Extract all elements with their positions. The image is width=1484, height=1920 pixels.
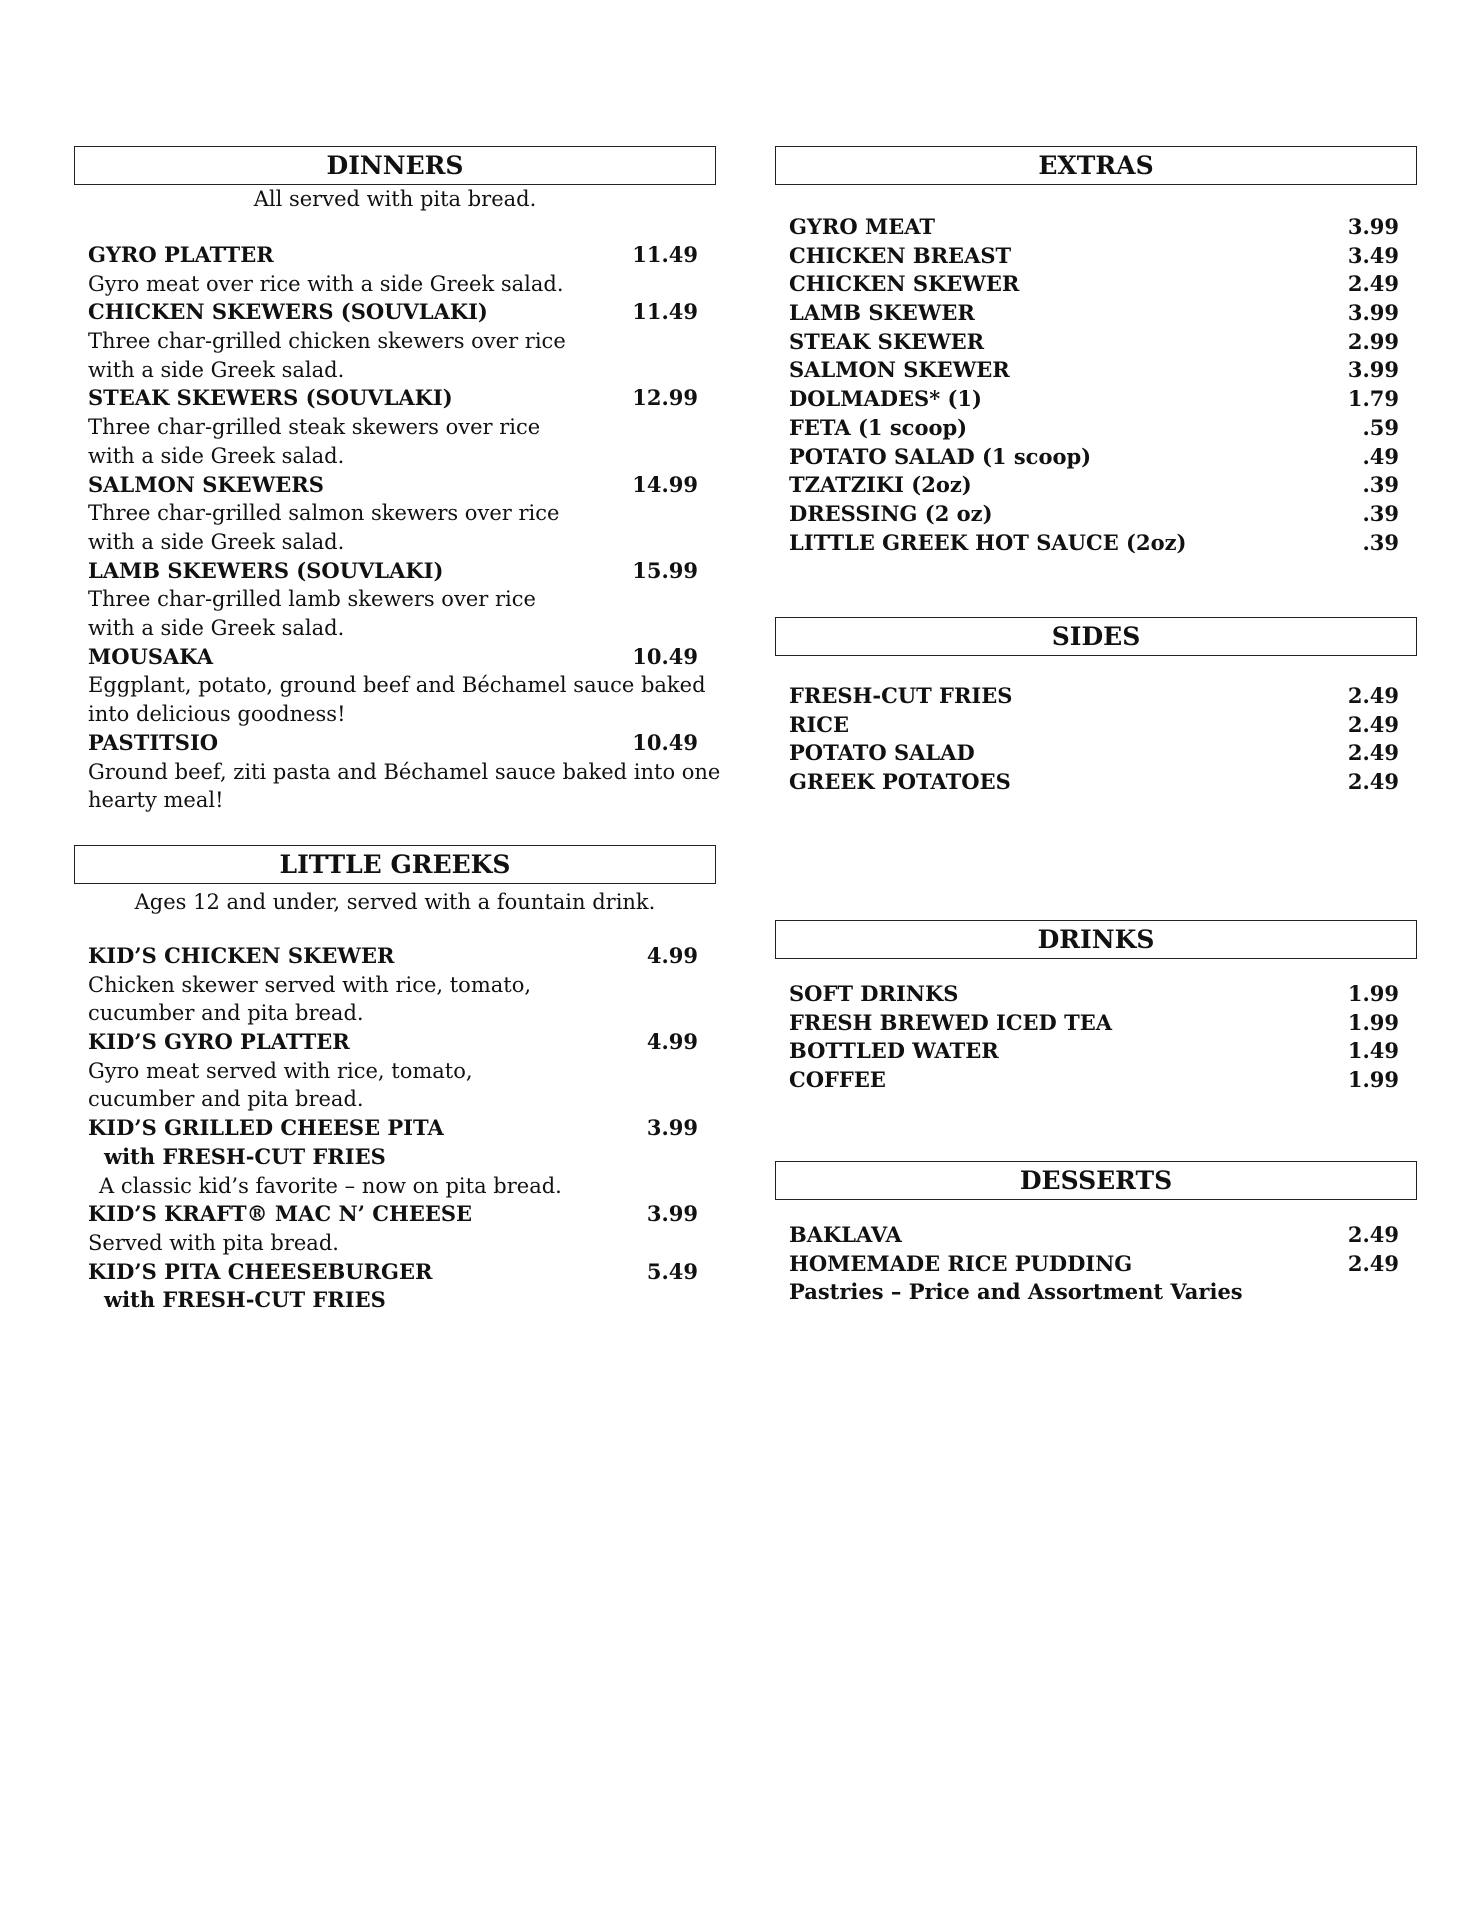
item-name: SOFT DRINKS xyxy=(789,981,959,1006)
item-name: CHICKEN BREAST xyxy=(789,242,1012,268)
extras-items xyxy=(775,213,1417,557)
item-price: 3.99 xyxy=(1347,300,1399,326)
item-name: KID’S CHICKEN SKEWER xyxy=(88,943,395,968)
menu-item xyxy=(789,980,1399,1009)
item-price: 1.49 xyxy=(1347,1038,1399,1064)
item-description: with a side Greek salad. xyxy=(88,529,345,554)
dinners-subtitle: All served with pita bread. xyxy=(253,187,537,211)
item-description: with a side Greek salad. xyxy=(88,616,345,641)
item-description: A classic kid’s favorite – now on pita bread. xyxy=(99,1173,562,1198)
item-name: KID’S PITA CHEESEBURGER xyxy=(88,1258,433,1284)
item-price: .39 xyxy=(1362,529,1399,555)
item-price: 10.49 xyxy=(632,643,698,669)
item-description: cucumber and pita bread. xyxy=(88,1087,364,1112)
menu-item xyxy=(88,471,698,500)
item-name: STEAK SKEWER xyxy=(789,328,985,354)
menu-item xyxy=(789,739,1399,768)
item-name: GREEK POTATOES xyxy=(789,769,1011,795)
item-name: LAMB SKEWERS (SOUVLAKI) xyxy=(88,557,444,583)
sides-header: SIDES xyxy=(775,617,1417,656)
item-price: 1.99 xyxy=(1347,1009,1399,1035)
item-description: Eggplant, potato, ground beef and Béchamel sauce baked xyxy=(88,673,706,698)
item-price: .39 xyxy=(1362,472,1399,498)
menu-item xyxy=(789,500,1399,529)
item-description: with a side Greek salad. xyxy=(88,357,345,382)
menu-item xyxy=(789,1009,1399,1038)
item-name: FETA (1 scoop) xyxy=(789,414,968,440)
item-price: .39 xyxy=(1362,500,1399,526)
dinners-header: DINNERS xyxy=(74,146,716,185)
item-price: 2.49 xyxy=(1347,683,1399,708)
drinks-header: DRINKS xyxy=(775,920,1417,959)
menu-item xyxy=(88,729,698,758)
item-price: 3.99 xyxy=(1347,357,1399,383)
menu-item xyxy=(789,711,1399,740)
item-price: 15.99 xyxy=(632,557,698,583)
menu-item xyxy=(789,299,1399,328)
item-price: 2.49 xyxy=(1347,740,1399,766)
item-price: 11.49 xyxy=(632,242,698,267)
item-description: Three char-grilled chicken skewers over rice xyxy=(88,329,566,354)
little-greeks-header: LITTLE GREEKS xyxy=(74,845,716,884)
menu-item xyxy=(88,557,698,586)
menu-item xyxy=(88,1258,698,1287)
item-name: KID’S KRAFT® MAC N’ CHEESE xyxy=(88,1201,473,1227)
item-name: DRESSING (2 oz) xyxy=(789,500,993,526)
item-name: STEAK SKEWERS (SOUVLAKI) xyxy=(88,385,453,411)
item-description: Ground beef, ziti pasta and Béchamel sauce baked into one xyxy=(88,759,721,784)
item-name: BOTTLED WATER xyxy=(789,1038,999,1064)
item-name: BAKLAVA xyxy=(789,1222,902,1247)
item-name: KID’S GRILLED CHEESE PITA xyxy=(88,1115,444,1141)
extras-section xyxy=(775,146,1417,557)
dinners-items xyxy=(74,241,721,815)
item-name: HOMEMADE RICE PUDDING xyxy=(789,1250,1133,1276)
menu-item xyxy=(789,443,1399,472)
sides-items xyxy=(775,682,1417,797)
desserts-note: Pastries – Price and Assortment Varies xyxy=(789,1279,1243,1305)
menu-item xyxy=(789,1037,1399,1066)
item-description: hearty meal! xyxy=(88,788,224,813)
item-description: into delicious goodness! xyxy=(88,702,346,727)
item-description: Three char-grilled lamb skewers over rice xyxy=(88,587,536,612)
item-price: 14.99 xyxy=(632,471,698,497)
item-price: 2.49 xyxy=(1347,711,1399,737)
menu-item xyxy=(789,328,1399,357)
menu-item xyxy=(789,768,1399,797)
menu-item xyxy=(789,1250,1399,1279)
item-name: SALMON SKEWERS xyxy=(88,471,324,497)
item-name: CHICKEN SKEWER xyxy=(789,271,1020,297)
menu-item xyxy=(789,385,1399,414)
item-price: 3.99 xyxy=(1347,214,1399,239)
item-price: 2.49 xyxy=(1347,1250,1399,1276)
item-price: 3.99 xyxy=(646,1201,698,1227)
item-name: PASTITSIO xyxy=(88,729,219,755)
dinners-section xyxy=(74,146,721,815)
item-price: 3.49 xyxy=(1347,242,1399,268)
menu-item xyxy=(789,242,1399,271)
item-name: MOUSAKA xyxy=(88,643,214,669)
menu-item xyxy=(789,529,1399,558)
menu-item xyxy=(789,471,1399,500)
item-description: Three char-grilled steak skewers over rice xyxy=(88,415,541,440)
menu-item xyxy=(789,414,1399,443)
menu-item xyxy=(88,643,698,672)
menu-item xyxy=(789,1221,1399,1250)
item-name: FRESH BREWED ICED TEA xyxy=(789,1009,1112,1035)
menu-item xyxy=(789,270,1399,299)
item-price: 1.99 xyxy=(1347,981,1399,1006)
menu-item xyxy=(789,682,1399,711)
desserts-section xyxy=(775,1161,1417,1307)
little-greeks-section xyxy=(74,845,716,1315)
item-description: Three char-grilled salmon skewers over rice xyxy=(88,501,560,526)
item-name: POTATO SALAD (1 scoop) xyxy=(789,443,1092,469)
item-name: CHICKEN SKEWERS (SOUVLAKI) xyxy=(88,299,488,325)
item-price: 3.99 xyxy=(646,1115,698,1141)
item-name: FRESH-CUT FRIES xyxy=(789,683,1013,708)
menu-item xyxy=(789,356,1399,385)
item-price: 2.49 xyxy=(1347,1222,1399,1247)
item-name: GYRO MEAT xyxy=(789,214,936,239)
menu-item xyxy=(88,1200,698,1229)
item-price: 5.49 xyxy=(646,1258,698,1284)
item-name: RICE xyxy=(789,711,849,737)
item-price: 12.99 xyxy=(632,385,698,411)
item-price: 1.99 xyxy=(1347,1067,1399,1093)
menu-item xyxy=(789,1066,1399,1095)
item-price: 2.49 xyxy=(1347,271,1399,297)
menu-item xyxy=(88,384,698,413)
item-name: TZATZIKI (2oz) xyxy=(789,472,972,498)
item-price: 4.99 xyxy=(646,943,698,968)
item-price: 1.79 xyxy=(1347,386,1399,412)
item-description: Chicken skewer served with rice, tomato, xyxy=(88,972,532,997)
item-name: COFFEE xyxy=(789,1067,886,1093)
item-price: .59 xyxy=(1362,414,1399,440)
extras-header: EXTRAS xyxy=(775,146,1417,185)
menu-item xyxy=(88,942,698,971)
item-name: SALMON SKEWER xyxy=(789,357,1010,383)
item-description: Gyro meat served with rice, tomato, xyxy=(88,1058,473,1083)
menu-item xyxy=(88,298,698,327)
drinks-items xyxy=(775,980,1417,1095)
item-name: KID’S GYRO PLATTER xyxy=(88,1029,350,1055)
item-price: 4.99 xyxy=(646,1029,698,1055)
menu-item xyxy=(789,213,1399,242)
menu-item xyxy=(88,241,698,270)
item-extra: with FRESH-CUT FRIES xyxy=(104,1143,386,1169)
item-name: DOLMADES* (1) xyxy=(789,386,982,412)
little-greeks-subtitle: Ages 12 and under, served with a fountain drink. xyxy=(134,890,656,914)
item-price: 11.49 xyxy=(632,299,698,325)
item-description: Served with pita bread. xyxy=(88,1230,339,1255)
item-extra: with FRESH-CUT FRIES xyxy=(104,1287,386,1313)
item-name: LITTLE GREEK HOT SAUCE (2oz) xyxy=(789,529,1187,555)
item-name: LAMB SKEWER xyxy=(789,300,975,326)
menu-item xyxy=(88,1028,698,1057)
sides-section xyxy=(775,617,1417,797)
menu-item xyxy=(88,1114,698,1143)
item-name: GYRO PLATTER xyxy=(88,242,274,267)
item-description: with a side Greek salad. xyxy=(88,443,345,468)
desserts-header: DESSERTS xyxy=(775,1161,1417,1200)
item-price: 2.49 xyxy=(1347,769,1399,795)
item-description: cucumber and pita bread. xyxy=(88,1001,364,1026)
item-description: Gyro meat over rice with a side Greek salad. xyxy=(88,271,564,296)
item-price: 2.99 xyxy=(1347,328,1399,354)
item-price: .49 xyxy=(1362,443,1399,469)
item-price: 10.49 xyxy=(632,729,698,755)
drinks-section xyxy=(775,920,1417,1095)
little-greeks-items xyxy=(74,942,716,1315)
desserts-items xyxy=(775,1221,1417,1307)
item-name: POTATO SALAD xyxy=(789,740,975,766)
